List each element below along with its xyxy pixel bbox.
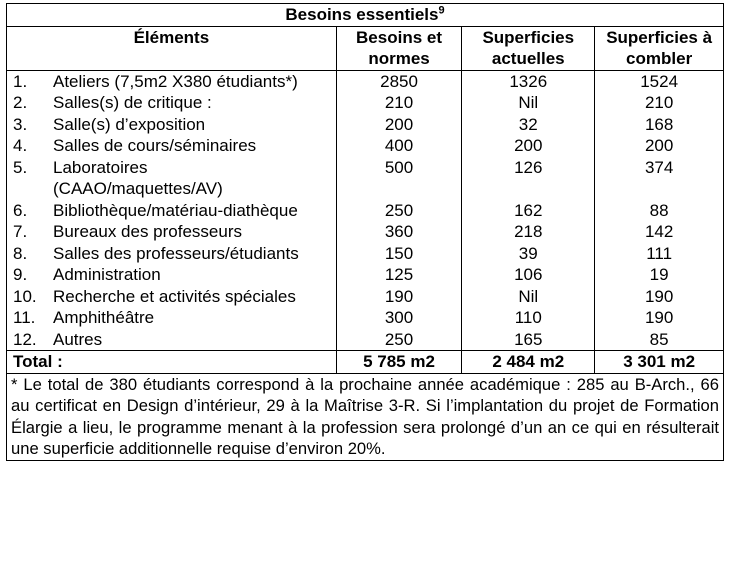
row-element-cell [7,243,337,265]
row-combler-cell: 168 [595,114,724,136]
table-row [7,114,724,136]
row-combler-cell: 88 [595,200,724,222]
row-besoins-cell: 300 [336,307,462,329]
header-actuelles: Superficies actuelles [462,26,595,70]
total-besoins: 5 785 m2 [336,351,462,374]
row-actuelles-cell: Nil [462,286,595,308]
row-actuelles-cell: 162 [462,200,595,222]
requirements-table-container [6,3,724,461]
table-row [7,329,724,351]
row-actuelles-cell: 106 [462,264,595,286]
total-row [7,351,724,374]
row-element-cell [7,135,337,157]
row-besoins-cell: 250 [336,329,462,351]
footnote: * Le total de 380 étudiants correspond à la prochaine année académique : 285 au B-Arch., 66 au certificat en Design d’intérieur, 29 à la Maîtrise 3-R. Si l’implantation du projet de Formation Élargie a lieu, le programme menant à la profession sera prolongé d’un an ce qui en résulterait une superficie additionnelle requise d’environ 20%. [6,373,724,461]
row-actuelles-cell: 165 [462,329,595,351]
header-combler: Superficies à combler [595,26,724,70]
row-actuelles-cell: 110 [462,307,595,329]
table-body [7,70,724,351]
row-label: Bureaux des professeurs [53,222,242,241]
table-row [7,264,724,286]
row-element-cell [7,114,337,136]
row-number: 11. [13,308,36,327]
table-row [7,70,724,92]
row-number: 6. [13,200,28,220]
table-row [7,135,724,157]
row-besoins-cell: 210 [336,92,462,114]
row-combler-cell: 1524 [595,70,724,92]
header-besoins: Besoins et normes [336,26,462,70]
row-combler-cell: 200 [595,135,724,157]
table-title: Besoins essentiels$^9$ [7,4,724,27]
row-number: 3. [13,114,28,134]
total-combler: 3 301 m2 [595,351,724,374]
total-actuelles: 2 484 m2 [462,351,595,374]
row-besoins-cell: 250 [336,200,462,222]
table-row [7,243,724,265]
row-label: Autres [53,329,103,349]
row-number: 4. [13,136,28,155]
row-combler-cell: 190 [595,307,724,329]
row-element-cell [7,307,337,329]
total-label: Total : [7,351,337,374]
row-element-cell [7,157,337,200]
requirements-table [6,3,724,374]
row-actuelles-cell: 32 [462,114,595,136]
table-title-row [7,4,724,27]
row-element-cell [7,329,337,351]
row-label: Amphithéâtre [53,308,155,327]
row-besoins-cell: 190 [336,286,462,308]
table-header-row [7,26,724,70]
row-combler-cell: 374 [595,157,724,200]
row-besoins-cell: 400 [336,135,462,157]
row-combler-cell: 85 [595,329,724,351]
footnote-ref: 9 [438,4,445,17]
row-element-cell [7,221,337,243]
row-label: Salles de cours/séminaires [53,136,257,155]
table-row [7,200,724,222]
row-number: 5. [13,157,28,177]
row-element-cell [7,70,337,92]
row-actuelles-cell: 39 [462,243,595,265]
table-row [7,157,724,200]
row-number: 2. [13,93,28,112]
row-number: 10. [13,286,37,306]
row-number: 1. [13,71,28,91]
table-row [7,92,724,114]
row-label: Salles des professeurs/étudiants [53,243,299,263]
row-actuelles-cell: 126 [462,157,595,200]
row-combler-cell: 142 [595,221,724,243]
row-besoins-cell: 150 [336,243,462,265]
table-row [7,307,724,329]
row-combler-cell: 19 [595,264,724,286]
row-label: Administration [53,265,161,284]
header-elements: Éléments [7,26,337,70]
row-element-cell [7,286,337,308]
table-row [7,286,724,308]
row-number: 8. [13,243,28,263]
row-number: 12. [13,329,37,349]
row-actuelles-cell: 1326 [462,70,595,92]
row-actuelles-cell: 218 [462,221,595,243]
row-combler-cell: 111 [595,243,724,265]
row-label: Ateliers (7,5m2 X380 étudiants*) [53,71,298,91]
row-combler-cell: 210 [595,92,724,114]
row-element-cell [7,200,337,222]
row-label: Recherche et activités spéciales [53,286,296,306]
row-element-cell [7,92,337,114]
row-besoins-cell: 200 [336,114,462,136]
row-label: Salle(s) d’exposition [53,114,206,134]
row-combler-cell: 190 [595,286,724,308]
row-label: Laboratoires (CAAO/maquettes/AV) [53,157,223,198]
row-label: Salles(s) de critique : [53,93,212,112]
row-element-cell [7,264,337,286]
row-actuelles-cell: 200 [462,135,595,157]
row-besoins-cell: 2850 [336,70,462,92]
row-number: 7. [13,222,28,241]
row-besoins-cell: 125 [336,264,462,286]
table-row [7,221,724,243]
row-number: 9. [13,265,28,284]
row-besoins-cell: 360 [336,221,462,243]
row-besoins-cell: 500 [336,157,462,200]
row-actuelles-cell: Nil [462,92,595,114]
row-label: Bibliothèque/matériau-diathèque [53,200,298,220]
